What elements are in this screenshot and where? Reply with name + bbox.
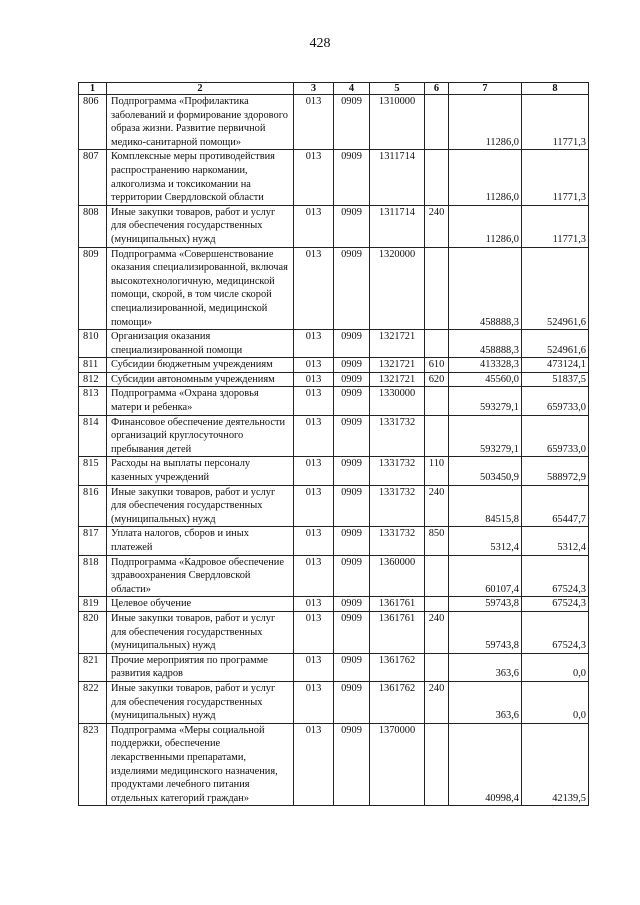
row-number: 816 (79, 485, 107, 527)
amount-col-8: 659733,0 (522, 387, 589, 415)
row-name: Субсидии бюджетным учреждениям (107, 358, 294, 373)
target-article-code: 1370000 (370, 723, 425, 806)
admin-code: 013 (294, 205, 334, 247)
row-name: Иные закупки товаров, работ и услуг для обеспечения государственных (муниципальных) нужд (107, 205, 294, 247)
table-row (79, 527, 589, 555)
expense-type-code (425, 555, 449, 597)
target-article-code: 1330000 (370, 387, 425, 415)
expense-type-code: 110 (425, 457, 449, 485)
expense-type-code: 240 (425, 681, 449, 723)
header-col-1: 1 (79, 83, 107, 95)
admin-code: 013 (294, 150, 334, 205)
amount-col-7: 59743,8 (449, 611, 522, 653)
row-name: Иные закупки товаров, работ и услуг для обеспечения государственных (муниципальных) нужд (107, 681, 294, 723)
target-article-code: 1331732 (370, 457, 425, 485)
row-name: Подпрограмма «Меры социальной поддержки, обеспечение лекарственными препаратами, изделиями медицинского назначения, продуктами лечебного питания отдельных категорий граждан» (107, 723, 294, 806)
amount-col-7: 59743,8 (449, 597, 522, 612)
table-row (79, 723, 589, 806)
row-name: Финансовое обеспечение деятельности организаций круглосуточного пребывания детей (107, 415, 294, 457)
header-col-8: 8 (522, 83, 589, 95)
expense-type-code (425, 415, 449, 457)
admin-code: 013 (294, 457, 334, 485)
row-number: 806 (79, 95, 107, 150)
admin-code: 013 (294, 358, 334, 373)
amount-col-8: 67524,3 (522, 597, 589, 612)
table-row (79, 653, 589, 681)
section-code: 0909 (334, 653, 370, 681)
expense-type-code (425, 330, 449, 358)
target-article-code: 1331732 (370, 415, 425, 457)
amount-col-8: 51837,5 (522, 372, 589, 387)
amount-col-8: 0,0 (522, 681, 589, 723)
row-number: 815 (79, 457, 107, 485)
row-number: 820 (79, 611, 107, 653)
amount-col-8: 659733,0 (522, 415, 589, 457)
target-article-code: 1311714 (370, 150, 425, 205)
admin-code: 013 (294, 247, 334, 330)
table-row (79, 555, 589, 597)
expense-type-code: 850 (425, 527, 449, 555)
section-code: 0909 (334, 723, 370, 806)
amount-col-8: 11771,3 (522, 205, 589, 247)
table-row (79, 358, 589, 373)
section-code: 0909 (334, 330, 370, 358)
admin-code: 013 (294, 330, 334, 358)
row-name: Организация оказания специализированной помощи (107, 330, 294, 358)
table-row (79, 330, 589, 358)
row-number: 821 (79, 653, 107, 681)
amount-col-8: 67524,3 (522, 555, 589, 597)
admin-code: 013 (294, 597, 334, 612)
row-number: 807 (79, 150, 107, 205)
target-article-code: 1361761 (370, 611, 425, 653)
admin-code: 013 (294, 555, 334, 597)
section-code: 0909 (334, 372, 370, 387)
row-name: Иные закупки товаров, работ и услуг для обеспечения государственных (муниципальных) нужд (107, 611, 294, 653)
row-number: 813 (79, 387, 107, 415)
table-row (79, 247, 589, 330)
target-article-code: 1320000 (370, 247, 425, 330)
expense-type-code (425, 723, 449, 806)
amount-col-7: 363,6 (449, 653, 522, 681)
row-name: Комплексные меры противодействия распространению наркомании, алкоголизма и токсикомании на территории Свердловской области (107, 150, 294, 205)
amount-col-7: 413328,3 (449, 358, 522, 373)
amount-col-8: 588972,9 (522, 457, 589, 485)
row-number: 818 (79, 555, 107, 597)
expense-type-code (425, 247, 449, 330)
section-code: 0909 (334, 387, 370, 415)
target-article-code: 1361761 (370, 597, 425, 612)
admin-code: 013 (294, 653, 334, 681)
section-code: 0909 (334, 358, 370, 373)
target-article-code: 1310000 (370, 95, 425, 150)
amount-col-7: 503450,9 (449, 457, 522, 485)
amount-col-8: 11771,3 (522, 150, 589, 205)
page-number: 428 (309, 36, 331, 51)
header-col-7: 7 (449, 83, 522, 95)
amount-col-8: 11771,3 (522, 95, 589, 150)
header-col-2: 2 (107, 83, 294, 95)
row-number: 811 (79, 358, 107, 373)
expense-type-code (425, 150, 449, 205)
row-name: Прочие мероприятия по программе развития кадров (107, 653, 294, 681)
section-code: 0909 (334, 415, 370, 457)
admin-code: 013 (294, 95, 334, 150)
expense-type-code (425, 387, 449, 415)
section-code: 0909 (334, 150, 370, 205)
row-name: Подпрограмма «Совершенствование оказания специализированной, включая высокотехнологичную, медицинской помощи, скорой, в том числе скорой специализированной, медицинской помощи» (107, 247, 294, 330)
table-row (79, 150, 589, 205)
row-name: Целевое обучение (107, 597, 294, 612)
amount-col-7: 458888,3 (449, 330, 522, 358)
amount-col-7: 458888,3 (449, 247, 522, 330)
amount-col-8: 0,0 (522, 653, 589, 681)
header-col-3: 3 (294, 83, 334, 95)
amount-col-8: 42139,5 (522, 723, 589, 806)
expense-type-code: 240 (425, 611, 449, 653)
section-code: 0909 (334, 247, 370, 330)
amount-col-8: 65447,7 (522, 485, 589, 527)
table-row (79, 95, 589, 150)
amount-col-7: 11286,0 (449, 205, 522, 247)
row-number: 812 (79, 372, 107, 387)
header-row (79, 83, 589, 95)
table-row (79, 457, 589, 485)
table-row (79, 611, 589, 653)
header-col-4: 4 (334, 83, 370, 95)
admin-code: 013 (294, 611, 334, 653)
amount-col-8: 473124,1 (522, 358, 589, 373)
section-code: 0909 (334, 95, 370, 150)
amount-col-8: 524961,6 (522, 330, 589, 358)
target-article-code: 1361762 (370, 681, 425, 723)
row-number: 817 (79, 527, 107, 555)
section-code: 0909 (334, 681, 370, 723)
amount-col-7: 11286,0 (449, 150, 522, 205)
amount-col-7: 45560,0 (449, 372, 522, 387)
table-row (79, 415, 589, 457)
amount-col-8: 5312,4 (522, 527, 589, 555)
expense-type-code (425, 653, 449, 681)
amount-col-8: 67524,3 (522, 611, 589, 653)
section-code: 0909 (334, 457, 370, 485)
amount-col-7: 84515,8 (449, 485, 522, 527)
expense-type-code: 240 (425, 205, 449, 247)
budget-table (78, 82, 589, 806)
admin-code: 013 (294, 485, 334, 527)
row-number: 808 (79, 205, 107, 247)
section-code: 0909 (334, 555, 370, 597)
section-code: 0909 (334, 611, 370, 653)
section-code: 0909 (334, 597, 370, 612)
row-name: Расходы на выплаты персоналу казенных учреждений (107, 457, 294, 485)
row-number: 810 (79, 330, 107, 358)
header-col-6: 6 (425, 83, 449, 95)
amount-col-7: 593279,1 (449, 387, 522, 415)
row-name: Подпрограмма «Профилактика заболеваний и формирование здорового образа жизни. Развитие первичной медико-санитарной помощи» (107, 95, 294, 150)
expense-type-code (425, 95, 449, 150)
expense-type-code (425, 597, 449, 612)
row-number: 823 (79, 723, 107, 806)
row-number: 819 (79, 597, 107, 612)
amount-col-7: 363,6 (449, 681, 522, 723)
section-code: 0909 (334, 205, 370, 247)
row-name: Подпрограмма «Охрана здоровья матери и ребенка» (107, 387, 294, 415)
amount-col-7: 5312,4 (449, 527, 522, 555)
row-name: Уплата налогов, сборов и иных платежей (107, 527, 294, 555)
table-row (79, 372, 589, 387)
section-code: 0909 (334, 527, 370, 555)
admin-code: 013 (294, 415, 334, 457)
admin-code: 013 (294, 723, 334, 806)
row-name: Подпрограмма «Кадровое обеспечение здравоохранения Свердловской области» (107, 555, 294, 597)
table-row (79, 387, 589, 415)
header-col-5: 5 (370, 83, 425, 95)
admin-code: 013 (294, 372, 334, 387)
expense-type-code: 620 (425, 372, 449, 387)
target-article-code: 1321721 (370, 358, 425, 373)
row-name: Иные закупки товаров, работ и услуг для обеспечения государственных (муниципальных) нужд (107, 485, 294, 527)
target-article-code: 1311714 (370, 205, 425, 247)
admin-code: 013 (294, 387, 334, 415)
table-row (79, 681, 589, 723)
section-code: 0909 (334, 485, 370, 527)
target-article-code: 1331732 (370, 485, 425, 527)
target-article-code: 1361762 (370, 653, 425, 681)
row-number: 809 (79, 247, 107, 330)
row-number: 814 (79, 415, 107, 457)
amount-col-7: 40998,4 (449, 723, 522, 806)
target-article-code: 1321721 (370, 372, 425, 387)
table-row (79, 597, 589, 612)
table-row (79, 485, 589, 527)
target-article-code: 1360000 (370, 555, 425, 597)
admin-code: 013 (294, 681, 334, 723)
amount-col-7: 11286,0 (449, 95, 522, 150)
target-article-code: 1331732 (370, 527, 425, 555)
amount-col-8: 524961,6 (522, 247, 589, 330)
row-name: Субсидии автономным учреждениям (107, 372, 294, 387)
table-row (79, 205, 589, 247)
amount-col-7: 60107,4 (449, 555, 522, 597)
target-article-code: 1321721 (370, 330, 425, 358)
expense-type-code: 240 (425, 485, 449, 527)
admin-code: 013 (294, 527, 334, 555)
expense-type-code: 610 (425, 358, 449, 373)
row-number: 822 (79, 681, 107, 723)
amount-col-7: 593279,1 (449, 415, 522, 457)
